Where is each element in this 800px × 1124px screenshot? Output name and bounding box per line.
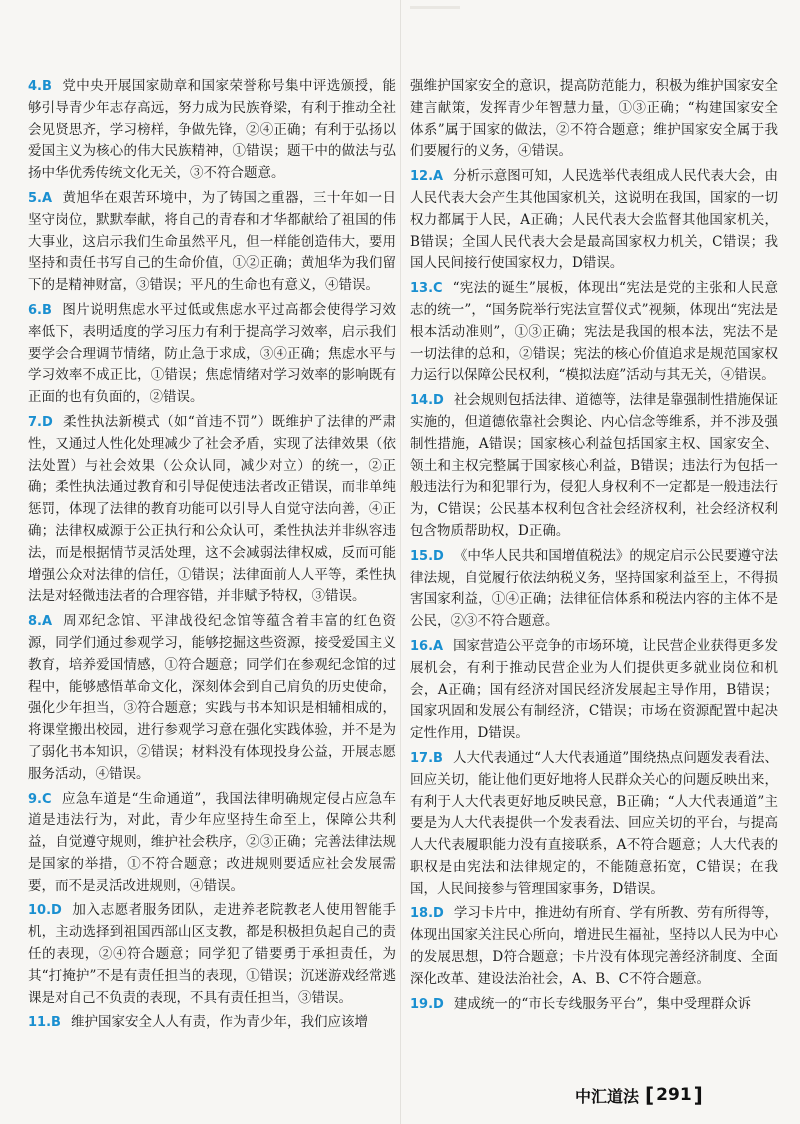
item-number: 15. [410, 548, 434, 564]
answer-item-13 [410, 278, 778, 387]
item-number: 12. [410, 169, 434, 185]
item-explanation: 国家营造公平竞争的市场环境，让民营企业获得更多发展机会，有利于推动民营企业为人们提供更多就业岗位和机会，A正确；国有经济对国民经济发展起主导作用，B错误；国家巩固和发展公有制经济，C错误；市场在资源配置中起决定性作用，D错误。 [410, 637, 778, 742]
item-answer: D [433, 996, 444, 1012]
item-explanation: 强维护国家安全的意识，提高防范能力，积极为维护国家安全建言献策，发挥青少年智慧力量，①③正确；“构建国家安全体系”属于国家的做法，②不符合题意；维护国家安全属于我们要履行的义务，④错误。 [410, 78, 778, 160]
item-answer: B [433, 750, 443, 766]
item-number: 5. [28, 190, 42, 206]
item-answer: A [433, 638, 444, 654]
answer-item-17 [410, 748, 778, 901]
item-answer: C [433, 281, 443, 297]
item-number: 6. [28, 302, 42, 318]
answer-item-10 [28, 900, 396, 1009]
scan-mark [410, 6, 460, 9]
answer-item-11 [28, 1012, 396, 1034]
answer-item-15 [410, 546, 778, 633]
item-number: 19. [410, 996, 434, 1012]
item-explanation: 建成统一的“市长专线服务平台”，集中受理群众诉 [453, 995, 752, 1012]
item-explanation: 柔性执法新模式（如“首违不罚”）既维护了法律的严肃性，又通过人性化处理减少了社会矛盾，实现了法律效果（依法处置）与社会效果（公众认同，减少对立）的统一，②正确；柔性执法通过教育和引导促使违法者改正错误，而非单纯惩罚，体现了法律的教育功能可以引导人自觉守法向善，④正确；法律权威源于公正执行和公众认可，柔性执法并非纵容违法，而是根据情节灵活处理，这不会减弱法律权威，反而可能增强公众对法律的信任，①错误；法律面前人人平等，柔性执法是对轻微违法者的合理容错，并非赋予特权，③错误。 [28, 413, 396, 605]
item-explanation: 分析示意图可知，人民选举代表组成人民代表大会，由人民代表大会产生其他国家机关，这说明在我国，国家的一切权力都属于人民，A正确；人民代表大会监督其他国家机关，B错误；全国人民代表大会是最高国家权力机关，C错误；我国人民间接行使国家权力，D错误。 [410, 168, 778, 272]
answer-item-18 [410, 903, 778, 990]
item-explanation: 学习卡片中，推进幼有所育、学有所教、劳有所得等，体现出国家关注民心所向，增进民生福祉，坚持以人民为中心的发展思想，D符合题意；卡片没有体现完善经济制度、全面深化改革、建设法治社会，A、B、C不符合题意。 [410, 905, 778, 987]
item-explanation: 社会规则包括法律、道德等，法律是靠强制性措施保证实施的，但道德依靠社会舆论、内心信念等维系，并不涉及强制性措施，A错误；国家核心利益包括国家主权、国家安全、领土和主权完整属于国家核心利益，B错误；违法行为包括一般违法行为和犯罪行为，侵犯人身权利不一定都是一般违法行为，C错误；公民基本权利包含社会经济权利，社会经济权利包含物质帮助权，D正确。 [410, 392, 778, 539]
item-answer: B [51, 1015, 61, 1031]
answer-item-8 [28, 611, 396, 785]
item-number: 14. [410, 393, 434, 409]
item-explanation: 加入志愿者服务团队，走进养老院教老人使用智能手机，主动选择到祖国西部山区支教，都是积极担负起自己的责任的表现，②④符合题意；同学犯了错要勇于承担责任，为其“打掩护”不是有责任担当的表现，①错误；沉迷游戏经常逃课是对自己不负责的表现，不具有责任担当，③错误。 [28, 902, 396, 1006]
item-number: 9. [28, 791, 42, 807]
item-number: 7. [28, 414, 42, 430]
item-number: 18. [410, 906, 434, 922]
answer-item-19 [410, 994, 778, 1016]
item-number: 13. [410, 281, 434, 297]
item-number: 11. [28, 1015, 52, 1031]
item-answer: B [41, 302, 52, 318]
right-column [410, 76, 778, 1018]
item-explanation: 周邓纪念馆、平津战役纪念馆等蕴含着丰富的红色资源，同学们通过参观学习，能够挖掘这些资源，接受爱国主义教育，培养爱国情感，①符合题意；同学们在参观纪念馆的过程中，能够感悟革命文化，深刻体会到自己肩负的历史使命，强化少年担当，③符合题意；实践与书本知识是相辅相成的，将课堂搬出校园，进行参观学习意在强化实践体验，并不是为了弱化书本知识，②错误；材料没有体现投身公益，开展志愿服务活动，④错误。 [28, 613, 396, 782]
answer-item-11-continued [410, 76, 778, 163]
answer-item-16 [410, 636, 778, 745]
page-number: 291 [656, 1085, 692, 1105]
item-number: 8. [28, 614, 42, 630]
answer-item-12 [410, 166, 778, 275]
item-explanation: 党中央开展国家勋章和国家荣誉称号集中评选颁授，能够引导青少年志存高远，努力成为民族脊梁，有利于推动全社会见贤思齐，学习榜样，争做先锋，②④正确；有利于弘扬以爱国主义为核心的伟大民族精神，①错误；题干中的做法与弘扬中华优秀传统文化无关，③不符合题意。 [28, 78, 396, 182]
answer-item-7 [28, 412, 396, 608]
bracket-right: ] [693, 1083, 703, 1107]
column-divider [400, 0, 401, 1124]
item-number: 17. [410, 750, 434, 766]
item-number: 16. [410, 638, 434, 654]
item-explanation: 图片说明焦虑水平过低或焦虑水平过高都会使得学习效率低下，表明适度的学习压力有利于提高学习效率，启示我们要学会合理调节情绪，防止急于求成，③④正确；焦虑水平与学习效率不成正比，①错误；焦虑情绪对学习效率的影响既有正面的也有负面的，②错误。 [28, 301, 396, 406]
item-answer: A [433, 169, 444, 185]
answer-item-9 [28, 789, 396, 898]
item-answer: B [41, 79, 52, 94]
item-explanation: 《中华人民共和国增值税法》的规定启示公民要遵守法律法规，自觉履行依法纳税义务，坚持国家利益至上，不得损害国家利益，①④正确；法律征信体系和税法内容的主体不是公民，②③不符合题意。 [410, 547, 778, 630]
item-explanation: 应急车道是“生命通道”，我国法律明确规定侵占应急车道是违法行为，对此，青少年应坚持生命至上，保障公共利益，自觉遵守规则，维护社会秩序，②③正确；完善法律法规是国家的举措，①不符合题意；改进规则要适应社会发展需要，而不是灵活改进规则，④错误。 [28, 790, 396, 894]
item-answer: D [433, 548, 444, 564]
left-column [28, 76, 396, 1037]
item-answer: D [51, 903, 62, 919]
book-title: 中汇道法 [575, 1086, 640, 1106]
item-answer: A [41, 190, 53, 206]
item-explanation: “宪法的诞生”展板，体现出“宪法是党的主张和人民意志的统一”，“国务院举行宪法宣誓仪式”视频，体现出“宪法是根本活动准则”，①③正确；宪法是我国的根本法，宪法不是一切法律的总和，②错误；宪法的核心价值追求是规范国家权力运行以保障公民权利，“模拟法庭”活动与其无关，④错误。 [410, 280, 778, 384]
item-answer: C [41, 791, 52, 807]
answer-item-4 [28, 76, 396, 185]
item-number: 4. [28, 79, 42, 94]
item-explanation: 黄旭华在艰苦环境中，为了铸国之重器，三十年如一日坚守岗位，默默奉献，将自己的青春和才华都献给了祖国的伟大事业，这启示我们生命虽然平凡，但一样能创造伟大，要用坚持和责任书写自己的生命价值，①②正确；黄旭华为我们留下的是精神财富，③错误；平凡的生命也有意义，④错误。 [28, 189, 396, 294]
bracket-left: [ [645, 1083, 655, 1107]
page-footer [575, 1083, 703, 1107]
answer-item-14 [410, 390, 778, 543]
item-explanation: 人大代表通过“人大代表通道”围绕热点问题发表看法、回应关切，能让他们更好地将人民群众关心的问题反映出来，有利于人大代表更好地反映民意，B正确；“人大代表通道”主要是为人大代表提供一个发表看法、回应关切的平台，与提高人大代表履职能力没有直接联系，A不符合题意；人大代表的职权是由宪法和法律规定的，不能随意拓宽，C错误；在我国，人民间接参与管理国家事务，D错误。 [410, 749, 778, 897]
item-answer: A [41, 614, 53, 630]
item-answer: D [433, 393, 444, 409]
item-explanation: 维护国家安全人人有责，作为青少年，我们应该增 [70, 1014, 368, 1031]
item-answer: D [41, 414, 53, 430]
item-answer: D [433, 906, 444, 922]
answer-item-5 [28, 188, 396, 297]
item-number: 10. [28, 903, 52, 919]
answer-item-6 [28, 300, 396, 409]
